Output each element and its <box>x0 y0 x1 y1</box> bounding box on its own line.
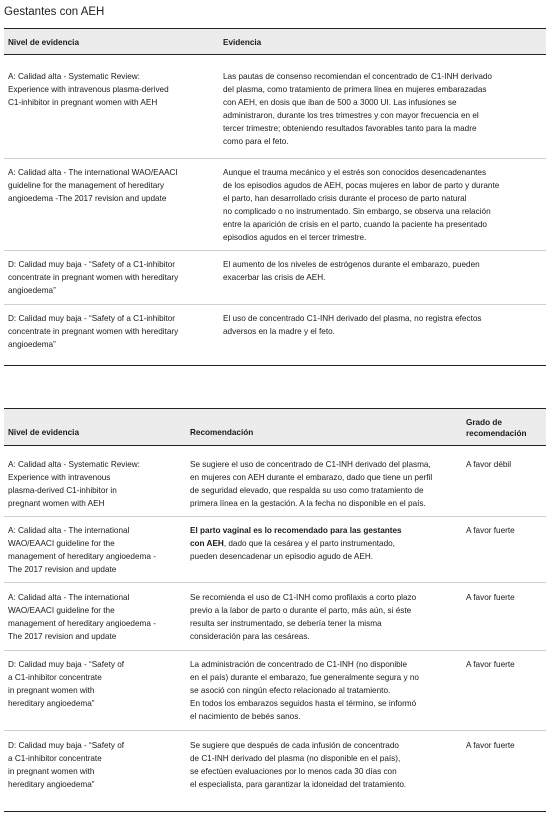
row-divider <box>4 650 546 651</box>
evidence-table <box>4 28 546 368</box>
table-row-level: A: Calidad alta - Systematic Review: Experience with intravenous plasma-derived C1-inhibitor in pregnant women with AEH <box>8 460 140 508</box>
header-recomendacion: Recomendación <box>190 428 254 437</box>
row-divider <box>4 304 546 305</box>
recommendation-bold-text: El parto vaginal es lo recomendado para las gestantes con AEH <box>190 526 402 548</box>
row-divider <box>4 582 546 583</box>
table-row-grade: A favor fuerte <box>466 526 515 535</box>
recommendation-text: La administración de concentrado de C1-INH (no disponible en el país) durante el embarazo, fue generalmente segura y no se asoció con ningún efecto relacionado al tratamiento. En todos los embarazos seguidos hasta el término, se informó el nacimiento de bebés sanos. <box>190 660 419 721</box>
table-row-evidence: El uso de concentrado C1-INH derivado del plasma, no registra efectos adversos en la madre y el feto. <box>223 314 482 336</box>
recommendation-table <box>4 408 546 816</box>
table-row-recommendation <box>190 524 462 563</box>
table-row-level: A: Calidad alta - The international WAO/EAACI guideline for the management of hereditary angioedema - The 2017 revision and update <box>8 526 156 574</box>
table-row-level: D: Calidad muy baja - “Safety of a C1-inhibitor concentrate in pregnant women with hereditary angioedema” <box>8 660 125 708</box>
table-row-level: A: Calidad alta - The international WAO/EAACI guideline for the management of hereditary angioedema -The 2017 revision and update <box>8 168 178 203</box>
evidence-table-header <box>4 28 546 55</box>
page-title: Gestantes con AEH <box>4 6 105 18</box>
table-row-level: A: Calidad alta - Systematic Review: Experience with intravenous plasma-derived C1-inhibitor in pregnant women with AEH <box>8 72 169 107</box>
table-row-level: D: Calidad muy baja - “Safety of a C1-inhibitor concentrate in pregnant women with hereditary angioedema” <box>8 741 125 789</box>
row-divider <box>4 250 546 251</box>
recommendation-text: Se sugiere el uso de concentrado de C1-INH derivado del plasma, en mujeres con AEH durante el embarazo, dado que tiene un perfil de seguridad elevado, que respalda su uso como tratamiento de primera línea en la gestación. A la fecha no disponible en el país. <box>190 460 433 508</box>
table-row-recommendation <box>190 591 462 643</box>
row-divider <box>4 516 546 517</box>
table-row-recommendation <box>190 658 462 723</box>
header-nivel-evidencia: Nivel de evidencia <box>8 38 79 47</box>
table-row-grade: A favor fuerte <box>466 741 515 750</box>
table-row-level: A: Calidad alta - The international WAO/EAACI guideline for the management of hereditary angioedema - The 2017 revision and update <box>8 593 156 641</box>
table-row-evidence: El aumento de los niveles de estrógenos durante el embarazo, pueden exacerbar las crisis de AEH. <box>223 260 480 282</box>
table-bottom-border <box>4 365 546 366</box>
recommendation-text: Se recomienda el uso de C1-INH como profilaxis a corto plazo previo a la labor de parto o durante el parto, más aún, si éste resulta ser instrumentado, se debería tener la misma consideración para las cesáreas. <box>190 593 417 641</box>
table-row-level: D: Calidad muy baja - “Safety of a C1-inhibitor concentrate in pregnant women with hereditary angioedema” <box>8 260 179 295</box>
row-divider <box>4 730 546 731</box>
table-row-grade: A favor fuerte <box>466 660 515 669</box>
row-divider <box>4 158 546 159</box>
table-bottom-border <box>4 811 546 812</box>
header-nivel-evidencia: Nivel de evidencia <box>8 428 79 437</box>
table-row-grade: A favor débil <box>466 460 512 469</box>
header-evidencia: Evidencia <box>223 38 262 47</box>
recommendation-text: , dado que la cesárea y el parto instrumentado, pueden desencadenar un episodio agudo de AEH. <box>190 539 395 561</box>
table-row-recommendation <box>190 458 462 510</box>
header-grado-recomendacion: Grado de recomendación <box>466 418 527 438</box>
recommendation-text: Se sugiere que después de cada infusión de concentrado de C1-INH derivado del plasma (no disponible en el país), se efectúen evaluaciones por lo menos cada 30 días con el especialista, para garantizar la idoneidad del tratamiento. <box>190 741 407 789</box>
table-row-recommendation <box>190 739 462 791</box>
table-row-grade: A favor fuerte <box>466 593 515 602</box>
table-row-evidence: Aunque el trauma mecánico y el estrés son conocidos desencadenantes de los episodios agudos de AEH, pocas mujeres en labor de parto y durante el parto, han desarrollado crisis durante el proceso de parto natural no complicado o no instrumentado. Sin embargo, se observa una relación entre la aparición de crisis en el parto, cuando la paciente ha presentado episodios agudos en el tercer trimestre. <box>223 168 500 242</box>
table-row-evidence: Las pautas de consenso recomiendan el concentrado de C1-INH derivado del plasma, como tratamiento de primera línea en mujeres embarazadas con AEH, en dosis que iban de 500 a 3000 UI. Las infusiones se administraron, durante los tres trimestres y con mayor frecuencia en el tercer trimestre; obteniendo resultados favorables tanto para la madre como para el feto. <box>223 72 492 146</box>
table-row-level: D: Calidad muy baja - “Safety of a C1-inhibitor concentrate in pregnant women with hereditary angioedema” <box>8 314 179 349</box>
recommendation-table-header <box>4 408 546 446</box>
